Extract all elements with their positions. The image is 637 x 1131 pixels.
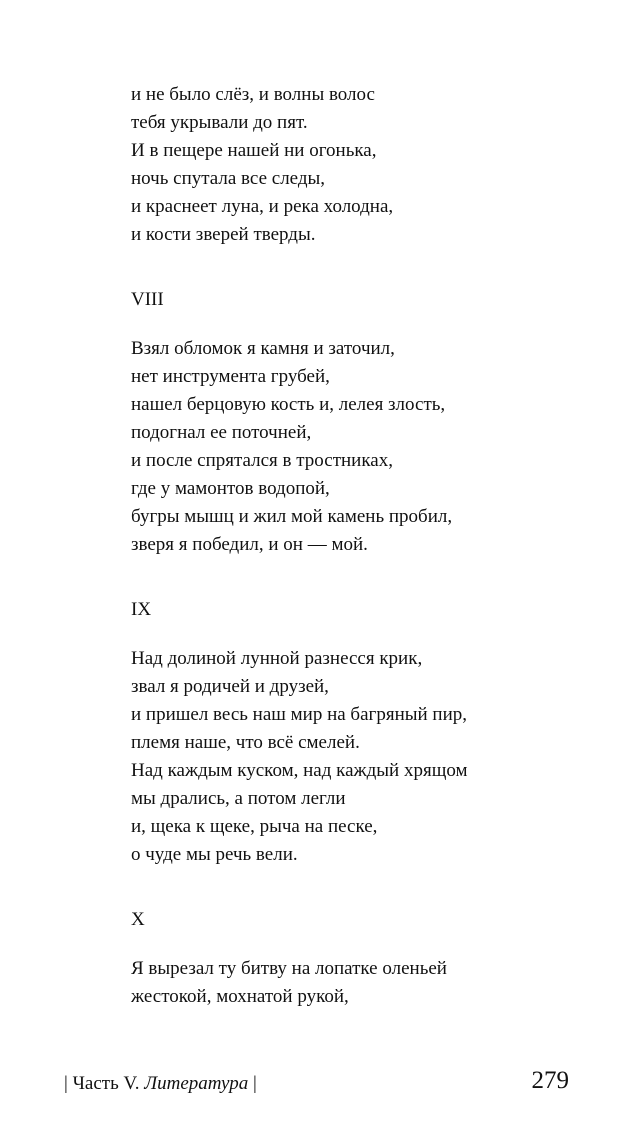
poem-line: племя наше, что всё смелей. xyxy=(131,732,360,753)
footer-part-label: Часть V. xyxy=(72,1073,140,1094)
footer-section-title: Литература xyxy=(144,1073,249,1094)
poem-line: о чуде мы речь вели. xyxy=(131,844,298,865)
poem-line: ночь спутала все следы, xyxy=(131,168,326,189)
poem-line: и краснеет луна, и река холодна, xyxy=(131,196,394,217)
poem-line: звал я родичей и друзей, xyxy=(131,676,329,697)
page-number: 279 xyxy=(531,1067,569,1094)
running-footer xyxy=(64,1069,257,1099)
footer-bar-right: | xyxy=(252,1073,257,1094)
poem-line: зверя я победил, и он — мой. xyxy=(131,534,368,555)
poem-line: и, щека к щеке, рыча на песке, xyxy=(131,816,378,837)
section-heading: IX xyxy=(131,599,152,620)
section-heading: X xyxy=(131,909,145,930)
poem-line: и не было слёз, и волны волос xyxy=(131,84,375,105)
poem-line: нашел берцовую кость и, лелея злость, xyxy=(131,394,446,415)
poem-line: и после спрятался в тростниках, xyxy=(131,450,393,471)
poem-line: тебя укрывали до пят. xyxy=(131,112,308,133)
poem-line: и пришел весь наш мир на багряный пир, xyxy=(131,704,468,725)
poem-line: где у мамонтов водопой, xyxy=(131,478,330,499)
poem-line: Взял обломок я камня и заточил, xyxy=(131,338,395,359)
poem-line: и кости зверей тверды. xyxy=(131,224,316,245)
section-heading: VIII xyxy=(131,289,164,310)
footer-bar-left: | xyxy=(64,1073,68,1094)
poem-line: И в пещере нашей ни огонька, xyxy=(131,140,377,161)
poem-line: нет инструмента грубей, xyxy=(131,366,330,387)
poem-line: подогнал ее поточней, xyxy=(131,422,312,443)
poem-line: жестокой, мохнатой рукой, xyxy=(131,986,349,1007)
poem-line: Над каждым куском, над каждый хрящом xyxy=(131,760,468,781)
poem-line: бугры мышц и жил мой камень пробил, xyxy=(131,506,453,527)
poem-line: Над долиной лунной разнесся крик, xyxy=(131,648,423,669)
poem-line: Я вырезал ту битву на лопатке оленьей xyxy=(131,958,447,979)
poem-line: мы дрались, а потом легли xyxy=(131,788,346,809)
